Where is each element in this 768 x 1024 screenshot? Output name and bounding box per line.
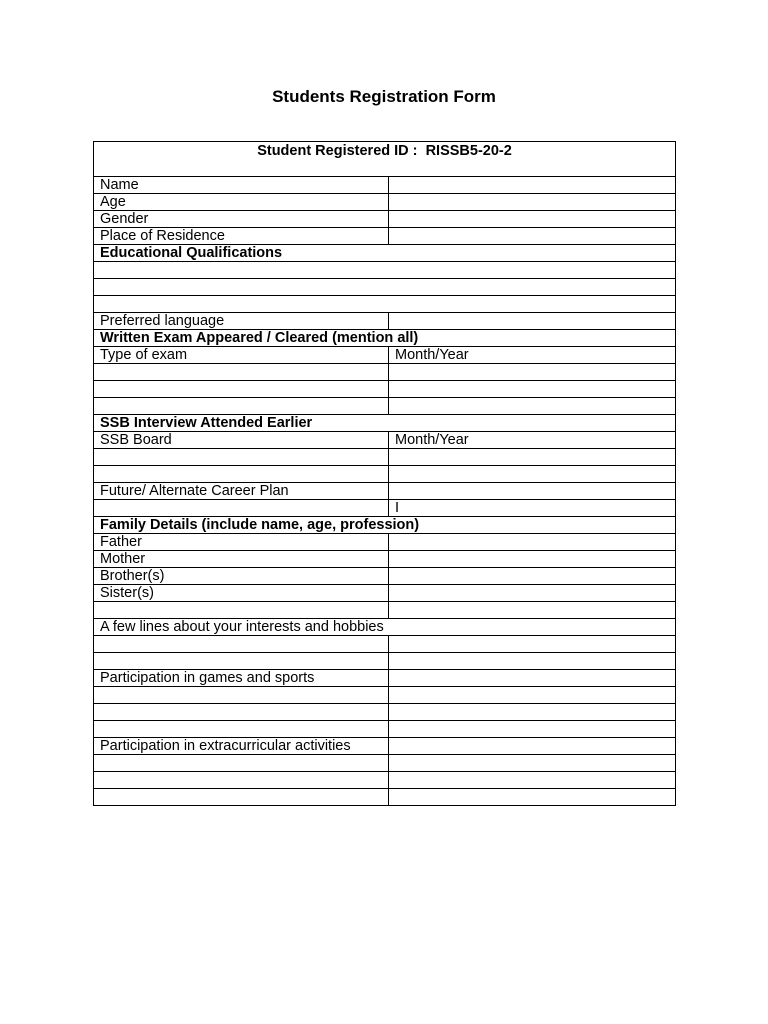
table-row [94, 568, 676, 585]
table-row [94, 398, 676, 415]
exam-type-input-3[interactable] [94, 398, 389, 415]
mother-label: Mother [94, 551, 389, 568]
table-row [94, 313, 676, 330]
father-label: Father [94, 534, 389, 551]
education-section-header: Educational Qualifications [94, 245, 676, 262]
registration-form-table [93, 141, 676, 806]
interests-input-1b[interactable] [389, 636, 676, 653]
brothers-label: Brother(s) [94, 568, 389, 585]
future-career-blank[interactable] [94, 500, 389, 517]
sisters-input[interactable] [389, 585, 676, 602]
extracurricular-input-3[interactable] [94, 772, 389, 789]
table-row [94, 755, 676, 772]
student-id-value: RISSB5-20-2 [425, 143, 512, 159]
ssb-date-input-2[interactable] [389, 466, 676, 483]
interests-input-2[interactable] [94, 653, 389, 670]
table-row [94, 415, 676, 432]
preferred-language-label: Preferred language [94, 313, 389, 330]
table-row [94, 551, 676, 568]
table-row [94, 738, 676, 755]
ssb-board-header: SSB Board [94, 432, 389, 449]
table-row [94, 636, 676, 653]
table-row [94, 347, 676, 364]
table-row [94, 211, 676, 228]
exam-type-input-2[interactable] [94, 381, 389, 398]
father-input[interactable] [389, 534, 676, 551]
ssb-board-input-2[interactable] [94, 466, 389, 483]
table-row [94, 194, 676, 211]
exam-month-year-header: Month/Year [389, 347, 676, 364]
table-row [94, 432, 676, 449]
table-row [94, 262, 676, 279]
exam-type-input-1[interactable] [94, 364, 389, 381]
games-label: Participation in games and sports [94, 670, 389, 687]
table-row [94, 330, 676, 347]
ssb-month-year-header: Month/Year [389, 432, 676, 449]
extracurricular-input-1[interactable] [389, 738, 676, 755]
education-line-3[interactable] [94, 296, 676, 313]
table-row [94, 704, 676, 721]
table-row [94, 653, 676, 670]
extracurricular-input-4b[interactable] [389, 789, 676, 806]
name-input[interactable] [389, 177, 676, 194]
education-line-2[interactable] [94, 279, 676, 296]
page-title: Students Registration Form [272, 87, 496, 106]
table-row [94, 279, 676, 296]
table-row [94, 772, 676, 789]
sisters-label: Sister(s) [94, 585, 389, 602]
extracurricular-input-4[interactable] [94, 789, 389, 806]
games-input-2b[interactable] [389, 687, 676, 704]
ssb-board-input-1[interactable] [94, 449, 389, 466]
extracurricular-input-2[interactable] [94, 755, 389, 772]
family-section-header: Family Details (include name, age, profession) [94, 517, 676, 534]
mother-input[interactable] [389, 551, 676, 568]
table-row [94, 585, 676, 602]
table-row [94, 517, 676, 534]
interests-input-1[interactable] [94, 636, 389, 653]
table-row [94, 228, 676, 245]
table-row [94, 602, 676, 619]
table-row [94, 687, 676, 704]
gender-label: Gender [94, 211, 389, 228]
table-row [94, 245, 676, 262]
games-input-3b[interactable] [389, 704, 676, 721]
table-row [94, 483, 676, 500]
table-row [94, 721, 676, 738]
table-row [94, 466, 676, 483]
table-row [94, 789, 676, 806]
family-extra-input[interactable] [94, 602, 389, 619]
ssb-date-input-1[interactable] [389, 449, 676, 466]
gender-input[interactable] [389, 211, 676, 228]
student-id-label: Student Registered ID : [257, 143, 418, 159]
table-row [94, 534, 676, 551]
type-of-exam-header: Type of exam [94, 347, 389, 364]
table-row [94, 449, 676, 466]
exam-date-input-2[interactable] [389, 381, 676, 398]
games-input-3[interactable] [94, 704, 389, 721]
table-row [94, 500, 676, 517]
interests-input-2b[interactable] [389, 653, 676, 670]
table-row [94, 670, 676, 687]
residence-label: Place of Residence [94, 228, 389, 245]
interests-label: A few lines about your interests and hobbies [94, 619, 676, 636]
future-career-input-2[interactable]: I [389, 500, 676, 517]
exam-date-input-3[interactable] [389, 398, 676, 415]
preferred-language-input[interactable] [389, 313, 676, 330]
written-exam-section-header: Written Exam Appeared / Cleared (mention all) [94, 330, 676, 347]
table-row [94, 619, 676, 636]
extracurricular-input-3b[interactable] [389, 772, 676, 789]
student-id-row [94, 142, 676, 177]
residence-input[interactable] [389, 228, 676, 245]
family-extra-input-2[interactable] [389, 602, 676, 619]
ssb-section-header: SSB Interview Attended Earlier [94, 415, 676, 432]
games-input-4[interactable] [94, 721, 389, 738]
table-row [94, 364, 676, 381]
student-id-cell [94, 142, 676, 177]
age-input[interactable] [389, 194, 676, 211]
future-career-label: Future/ Alternate Career Plan [94, 483, 389, 500]
name-label: Name [94, 177, 389, 194]
brothers-input[interactable] [389, 568, 676, 585]
games-input-2[interactable] [94, 687, 389, 704]
games-input-1[interactable] [389, 670, 676, 687]
extracurricular-label: Participation in extracurricular activities [94, 738, 389, 755]
age-label: Age [94, 194, 389, 211]
extracurricular-input-2b[interactable] [389, 755, 676, 772]
table-row [94, 381, 676, 398]
exam-date-input-1[interactable] [389, 364, 676, 381]
education-line-1[interactable] [94, 262, 676, 279]
games-input-4b[interactable] [389, 721, 676, 738]
table-row [94, 296, 676, 313]
future-career-input-1[interactable] [389, 483, 676, 500]
table-row [94, 177, 676, 194]
